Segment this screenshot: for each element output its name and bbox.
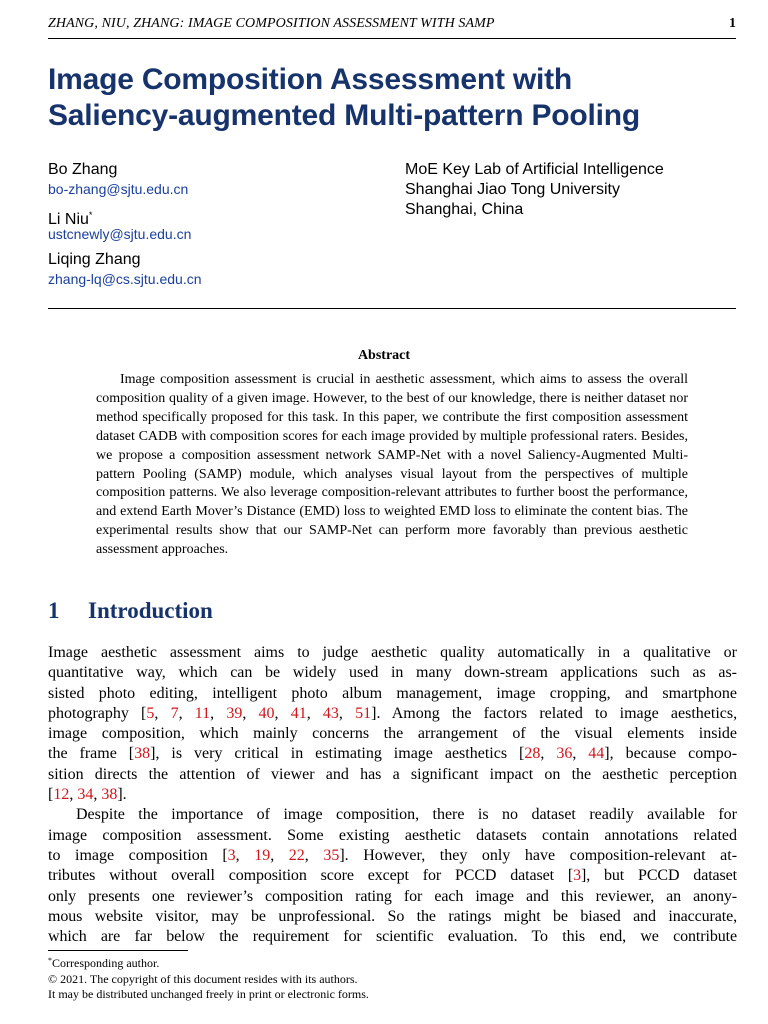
section-heading	[48, 598, 213, 624]
affiliation	[405, 160, 664, 220]
text-line: sisted photo editing, intelligent photo album management, image cropping, and smartphone	[48, 684, 737, 702]
text-line: quantitative way, which can be widely used in many down-stream applications such as as-	[48, 664, 737, 682]
text-line: photography [5, 7, 11, 39, 40, 41, 43, 51]. Among the factors related to image aesthetics,	[48, 704, 738, 722]
citation-link[interactable]: 43	[322, 704, 339, 722]
text-line: the frame [38], is very critical in estimating image aesthetics [28, 36, 44], because compo-	[48, 745, 738, 763]
running-head-title: ZHANG, NIU, ZHANG: IMAGE COMPOSITION ASSESSMENT WITH SAMP	[48, 16, 495, 31]
citation-link[interactable]: 38	[134, 745, 151, 763]
text-line: Image aesthetic assessment aims to judge aesthetic quality automatically in a qualitative or	[48, 644, 737, 661]
author-name: Li Niu*	[48, 210, 93, 228]
footnote-corresponding: *Corresponding author.	[48, 956, 160, 970]
paper-title	[48, 62, 738, 134]
footnote-copyright: © 2021. The copyright of this document resides with its authors.	[48, 971, 358, 986]
author-email-link[interactable]: bo-zhang@sjtu.edu.cn	[48, 181, 189, 197]
affiliation-line: MoE Key Lab of Artificial Intelligence	[405, 161, 664, 178]
title-line-1: Image Composition Assessment with	[48, 63, 573, 96]
text-line: image composition assessment. Some existing aesthetic datasets contain annotations related	[48, 826, 737, 844]
text-line: mous website visitor, may be unprofessional. So the ratings might be biased and inaccurate,	[48, 907, 737, 925]
author-name: Bo Zhang	[48, 161, 118, 178]
affiliation-line: Shanghai, China	[405, 201, 524, 218]
citation-link[interactable]: 51	[355, 704, 372, 722]
citation-link[interactable]: 39	[226, 704, 243, 722]
text-line: [12, 34, 38].	[48, 786, 127, 804]
author-email-link[interactable]: zhang-lq@cs.sjtu.edu.cn	[48, 271, 202, 287]
introduction-text	[48, 643, 737, 947]
citation-link[interactable]: 34	[77, 786, 94, 804]
section-title: Introduction	[88, 598, 213, 623]
citation-link[interactable]: 5	[146, 704, 155, 722]
corresponding-mark: *	[88, 210, 93, 220]
citation-link[interactable]: 11	[194, 704, 211, 722]
footnotes	[48, 953, 369, 1003]
citation-link[interactable]: 35	[323, 846, 340, 864]
citation-link[interactable]: 3	[227, 846, 236, 864]
author-name: Liqing Zhang	[48, 251, 141, 268]
header-rule	[48, 38, 736, 39]
page-number: 1	[729, 16, 736, 31]
text-line: which are far below the requirement for scientific evaluation. To this end, we contribute	[48, 928, 737, 946]
citation-link[interactable]: 28	[524, 745, 541, 763]
citation-link[interactable]: 3	[573, 867, 581, 885]
text-line: to image composition [3, 19, 22, 35]. However, they only have composition-relevant at-	[48, 846, 738, 864]
affiliation-line: Shanghai Jiao Tong University	[405, 181, 620, 198]
author-email-link[interactable]: ustcnewly@sjtu.edu.cn	[48, 226, 192, 242]
text-line: tributes without overall composition score except for PCCD dataset [3], but PCCD dataset	[48, 867, 738, 885]
text-line: sition directs the attention of viewer and has a significant impact on the aesthetic perception	[48, 765, 737, 783]
citation-link[interactable]: 7	[170, 704, 179, 722]
abstract-text: Image composition assessment is crucial in aesthetic assessment, which aims to assess the overall composition quality of a given image. However, to the best of our knowledge, there is neither dataset nor method specifically proposed for this task. In this paper, we contribute the first composition assessment dataset CADB with composition scores for each image provided by multiple professional raters. Besides, we propose a composition assessment network SAMP-Net with a novel Saliency-Augmented Multi-pattern Pooling (SAMP) module, which analyses visual layout from the perspectives of multiple composition patterns. We also leverage composition-relevant attributes to further boost the performance, and extend Earth Mover’s Distance (EMD) loss to weighted EMD loss to eliminate the content bias. The experimental results show that our SAMP-Net can perform more favorably than previous aesthetic assessment approaches.	[96, 372, 688, 558]
text-line: Despite the importance of image composition, there is no dataset readily available for	[76, 806, 737, 824]
text-line: only presents one reviewer’s composition rating for each image and this reviewer, an anony-	[48, 887, 737, 905]
text-line: image composition, which mainly concerns the arrangement of the visual elements inside	[48, 725, 737, 743]
citation-link[interactable]: 36	[556, 745, 573, 763]
title-line-2: Saliency-augmented Multi-pattern Pooling	[48, 99, 641, 132]
footnote-distribution: It may be distributed unchanged freely in print or electronic forms.	[48, 987, 369, 1001]
citation-link[interactable]: 44	[588, 745, 605, 763]
running-head	[48, 16, 736, 32]
citation-link[interactable]: 38	[101, 786, 118, 804]
footnote-rule	[48, 950, 188, 951]
citation-link[interactable]: 19	[254, 846, 271, 864]
author-list	[48, 160, 388, 295]
citation-link[interactable]: 22	[288, 846, 305, 864]
title-block-rule	[48, 308, 736, 309]
citation-link[interactable]: 40	[258, 704, 275, 722]
abstract-heading: Abstract	[357, 348, 411, 363]
citation-link[interactable]: 41	[290, 704, 307, 722]
section-number: 1	[48, 598, 60, 623]
citation-link[interactable]: 12	[53, 786, 70, 804]
